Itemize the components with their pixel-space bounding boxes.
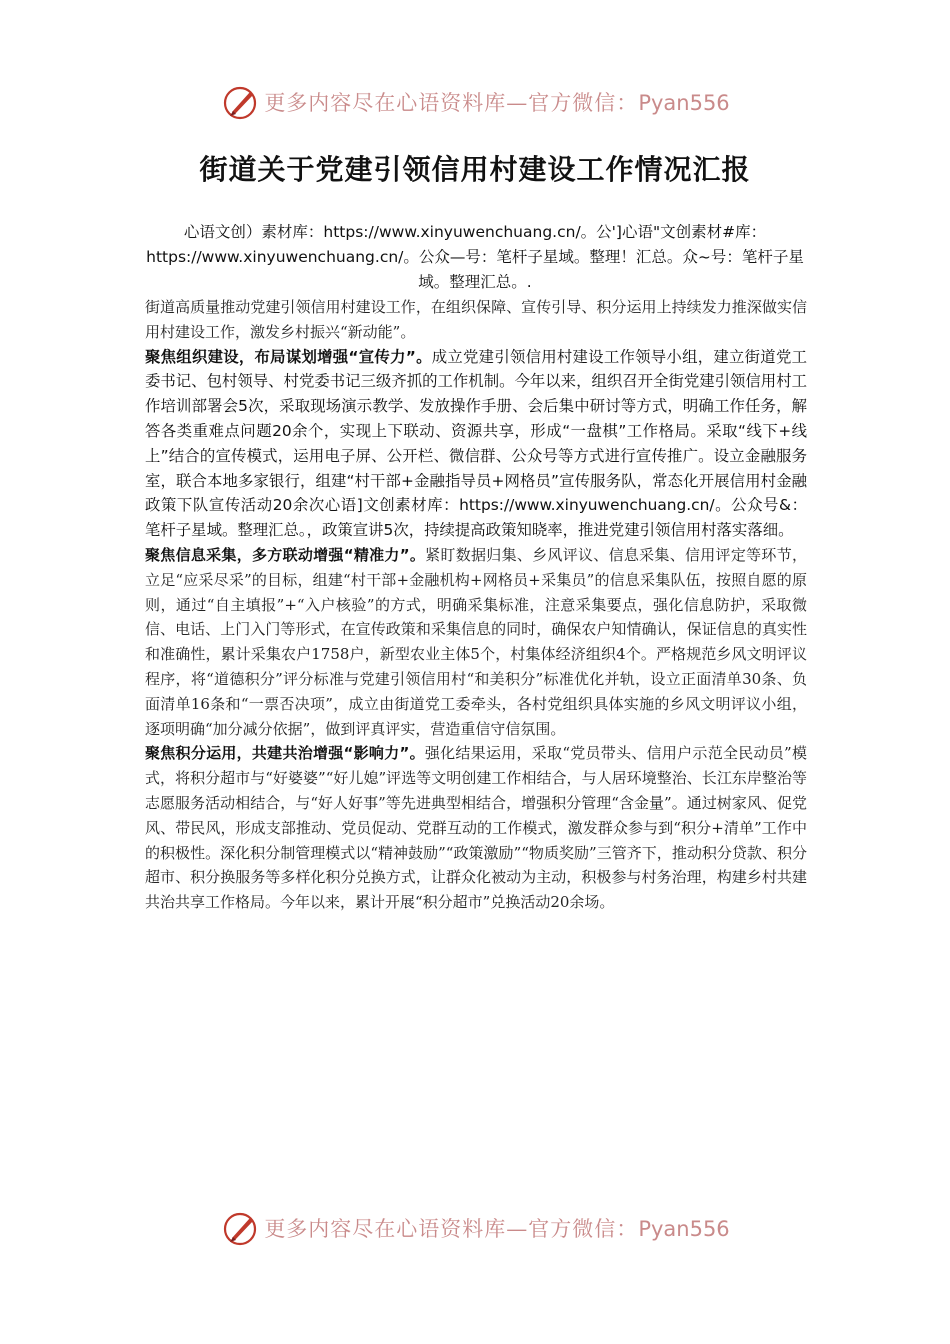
paragraph-heading: 聚焦积分运用，共建共治增强“影响力”。 bbox=[145, 744, 425, 763]
pen-circle-logo-icon bbox=[220, 82, 260, 122]
paragraph-heading: 聚焦组织建设，布局谋划增强“宣传力”。 bbox=[145, 347, 432, 366]
intro-note: 心语文创）素材库：https://www.xinyuwenchuang.cn/。公']心语"文创素材#库：https://www.xinyuwenchuang.cn/。公众—号：笔杆子星域。整理！汇总。众~号：笔杆子星域。整理汇总。. bbox=[146, 223, 804, 291]
header-banner bbox=[0, 82, 950, 122]
page-title: 街道关于党建引领信用村建设工作情况汇报 bbox=[199, 153, 751, 186]
paragraph-intro: 街道高质量推动党建引领信用村建设工作，在组织保障、宣传引导、积分运用上持续发力推深做实信用村建设工作，激发乡村振兴“新动能”。 bbox=[145, 298, 807, 341]
paragraph-heading: 聚焦信息采集，多方联动增强“精准力”。 bbox=[145, 545, 426, 564]
footer-banner bbox=[0, 1208, 950, 1248]
paragraph-points: 聚焦积分运用，共建共治增强“影响力”。强化结果运用，采取“党员带头、信用户示范全民动员”模式，将积分超市与“好婆婆”“好儿媳”评选等文明创建工作相结合，与人居环境整治、长江东岸整治等志愿服务活动相结合，与“好人好事”等先进典型相结合，增强积分管理“含金量”。通过树家风、促党风、带民风，形成支部推动、党员促动、党群互动的工作模式，激发群众参与到“积分+清单”工作中的积极性。深化积分制管理模式以“精神鼓励”“政策激励”“物质奖励”三管齐下，推动积分贷款、积分超市、积分换服务等多样化积分兑换方式，让群众化被动为主动，积极参与村务治理，构建乡村共建共治共享工作格局。今年以来，累计开展“积分超市”兑换活动20余场。 bbox=[145, 744, 807, 912]
paragraph-organization: 聚焦组织建设，布局谋划增强“宣传力”。成立党建引领信用村建设工作领导小组，建立街道党工委书记、包村领导、村党委书记三级齐抓的工作机制。今年以来，组织召开全街党建引领信用村工作培训部署会5次，采取现场演示教学、发放操作手册、会后集中研讨等方式，明确工作任务，解答各类重难点问题20余个，实现上下联动、资源共享，形成“一盘棋”工作格局。采取“线下+线上”结合的宣传模式，运用电子屏、公开栏、微信群、公众号等方式进行宣传推广。设立金融服务室，联合本地多家银行，组建“村干部+金融指导员+网格员”宣传服务队，常态化开展信用村金融政策下队宣传活动20余次心语]文创素材库：https://www.xinyuwenchuang.cn/。公众号&：笔杆子星域。整理汇总。，政策宣讲5次，持续提高政策知晓率，推进党建引领信用村落实落细。 bbox=[145, 347, 807, 540]
banner-text: 更多内容尽在心语资料库—官方微信：Pyan556 bbox=[264, 91, 730, 115]
report-body bbox=[145, 295, 807, 915]
pen-circle-logo-icon bbox=[220, 1208, 260, 1248]
banner-text: 更多内容尽在心语资料库—官方微信：Pyan556 bbox=[264, 1217, 730, 1241]
paragraph-information: 聚焦信息采集，多方联动增强“精准力”。紧盯数据归集、乡风评议、信息采集、信用评定等环节，立足“应采尽采”的目标，组建“村干部+金融机构+网格员+采集员”的信息采集队伍，按照自愿的原则，通过“自主填报”+“入户核验”的方式，明确采集标准，注意采集要点，强化信息防护，采取微信、电话、上门入门等形式，在宣传政策和采集信息的同时，确保农户知情确认，保证信息的真实性和准确性，累计采集农户1758户，新型农业主体5个，村集体经济组织4个。严格规范乡风文明评议程序，将“道德积分”评分标准与党建引领信用村“和美积分”标准优化并轨，设立正面清单30条、负面清单16条和“一票否决项”，成立由街道党工委牵头，各村党组织具体实施的乡风文明评议小组，逐项明确“加分减分依据”，做到评真评实，营造重信守信氛围。 bbox=[145, 545, 807, 738]
